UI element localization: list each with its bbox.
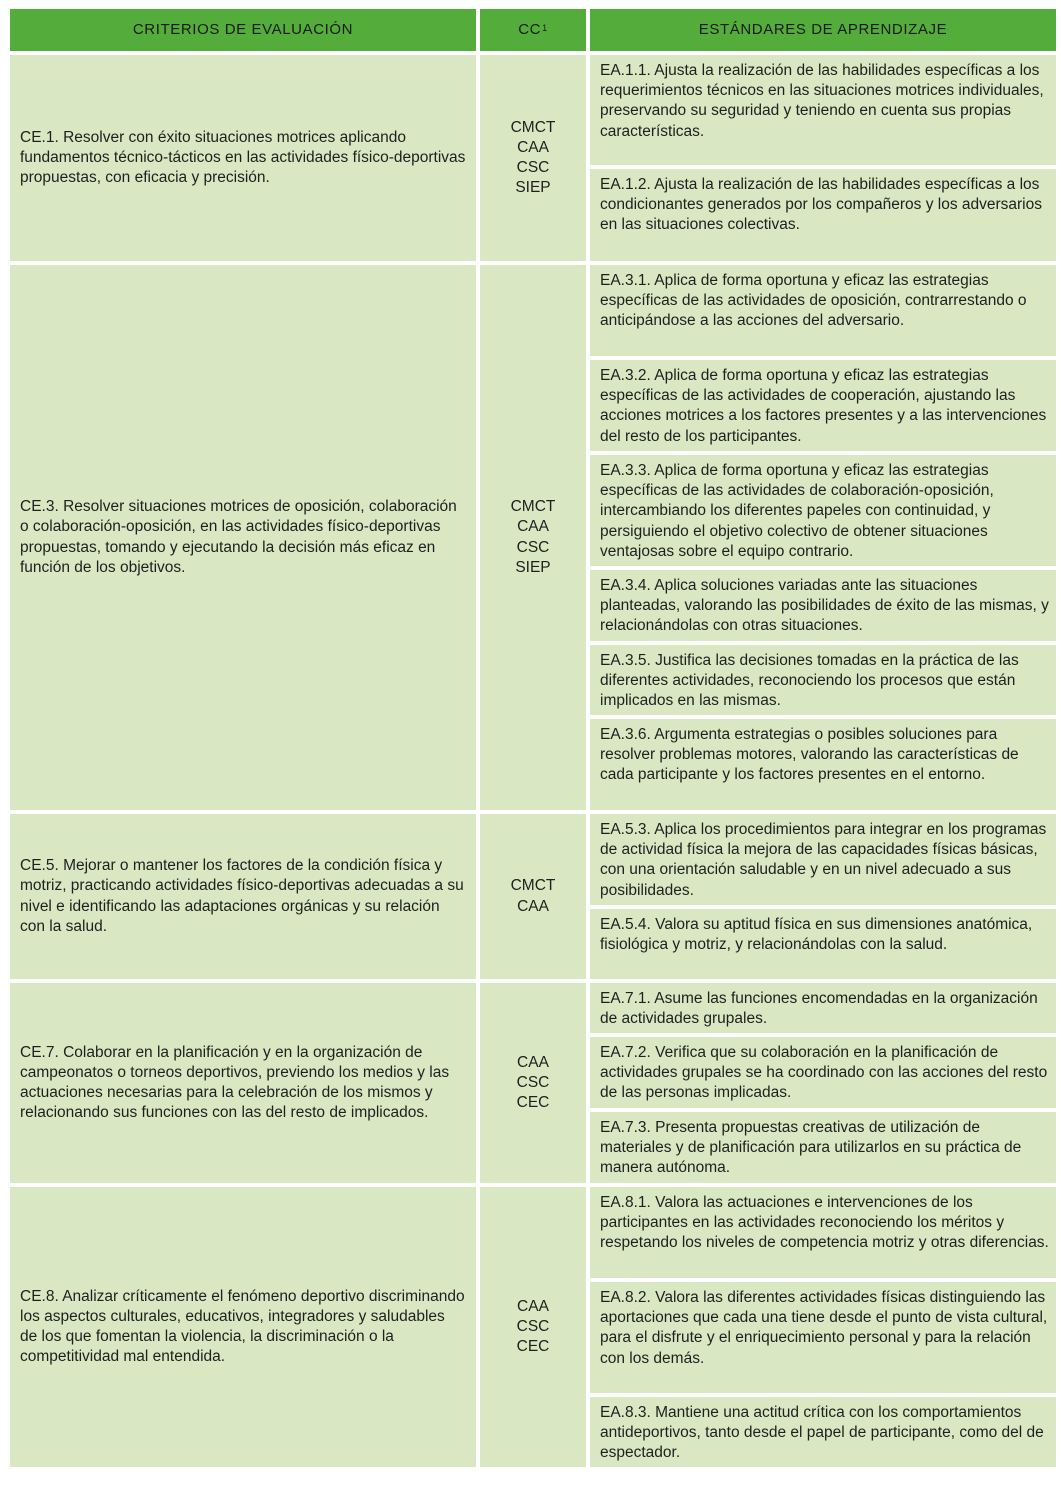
cc-text: CAA CSC CEC	[516, 1297, 550, 1356]
criterio-text: CE.8. Analizar críticamente el fenómeno deportivo discriminando los aspectos culturales, educativos, integradores y saludables de los que fomentan la violencia, la discriminación o la competitividad mal entendida.	[20, 1287, 465, 1366]
estandar-ea-5-4	[590, 909, 1056, 979]
header-cc: CC $^1$	[480, 9, 586, 51]
estandar-ea-3-3	[590, 455, 1056, 566]
estandar-text: EA.8.1. Valora las actuaciones e intervenciones de los participantes en las actividades reconociendo los méritos y respetando los niveles de competencia motriz y otras diferencias.	[600, 1194, 1049, 1252]
estandar-ea-8-2	[590, 1282, 1056, 1393]
criterio-text: CE.3. Resolver situaciones motrices de oposición, colaboración o colaboración-oposición, en las actividades físico-deportivas propuestas, tomando y ejecutando la decisión más eficaz en función de los objetivos.	[20, 498, 457, 576]
estandar-ea-1-1	[590, 55, 1056, 165]
estandar-text: EA.7.3. Presenta propuestas creativas de utilización de materiales y de planificación para utilizarlos en su práctica de manera autónoma.	[600, 1119, 1022, 1177]
estandar-ea-5-3	[590, 814, 1056, 905]
estandar-text: EA.8.2. Valora las diferentes actividades físicas distinguiendo las aportaciones que cada una tiene desde el punto de vista cultural, para el disfrute y el enriquecimiento personal y para la relación con los demás.	[600, 1289, 1048, 1367]
estandar-text: EA.1.2. Ajusta la realización de las habilidades específicas a los condicionantes generados por los compañeros y los adversarios en las situaciones colectivas.	[600, 176, 1042, 234]
estandar-ea-3-5	[590, 645, 1056, 715]
cc-text: CMCT CAA CSC SIEP	[510, 498, 556, 576]
header-estandares	[590, 9, 1056, 51]
estandar-ea-3-6	[590, 719, 1056, 810]
criterio-ce1	[10, 55, 476, 261]
estandar-text: EA.5.3. Aplica los procedimientos para integrar en los programas de actividad física la mejora de las capacidades físicas básicas, con una orientación saludable y en un nivel adecuado a sus posibilidades.	[600, 821, 1047, 899]
header-estandares-label: ESTÁNDARES DE APRENDIZAJE	[698, 20, 948, 38]
criterio-text: CE.5. Mejorar o mantener los factores de la condición física y motriz, practicando actividades físico-deportivas adecuadas a su nivel e identificando las adaptaciones orgánicas y su relación con la salud.	[20, 857, 464, 935]
estandar-ea-3-4	[590, 570, 1056, 641]
header-cc-label: CC	[518, 20, 542, 38]
cc-ce8	[480, 1187, 586, 1467]
estandar-text: EA.5.4. Valora su aptitud física en sus dimensiones anatómica, fisiológica y motriz, y relacionándolas con la salud.	[600, 916, 1033, 954]
estandar-text: EA.3.2. Aplica de forma oportuna y eficaz las estrategias específicas de las actividades de cooperación, ajustando las acciones motrices a los factores presentes y a las intervenciones del resto de los participantes.	[600, 367, 1047, 445]
cc-ce3	[480, 265, 586, 810]
criterio-ce5	[10, 814, 476, 979]
cc-ce1	[480, 55, 586, 261]
cc-text: CMCT CAA	[510, 877, 556, 915]
estandar-text: EA.3.4. Aplica soluciones variadas ante las situaciones planteadas, valorando las posibilidades de éxito de las mismas, y relacionándolas con otras situaciones.	[600, 577, 1049, 635]
estandar-ea-7-2	[590, 1037, 1056, 1108]
estandar-ea-3-2	[590, 360, 1056, 451]
estandar-ea-7-3	[590, 1112, 1056, 1183]
criterio-ce3	[10, 265, 476, 810]
estandar-text: EA.3.5. Justifica las decisiones tomadas en la práctica de las diferentes actividades, reconociendo los procesos que están implicados en las mismas.	[600, 652, 1019, 710]
cc-text: CAA CSC CEC	[516, 1053, 550, 1112]
estandar-ea-8-1	[590, 1187, 1056, 1278]
estandar-ea-1-2	[590, 169, 1056, 261]
estandar-text: EA.3.6. Argumenta estrategias o posibles soluciones para resolver problemas motores, valorando las características de cada participante y los factores presentes en el entorno.	[600, 726, 1019, 784]
estandar-text: EA.3.3. Aplica de forma oportuna y eficaz las estrategias específicas de las actividades de colaboración-oposición, intercambiando los diferentes papeles con continuidad, y persiguiendo el objetivo colectivo de obtener situaciones ventajosas sobre el equipo contrario.	[600, 462, 994, 560]
estandar-text: EA.7.2. Verifica que su colaboración en la planificación de actividades grupales se ha coordinado con las acciones del resto de las personas implicadas.	[600, 1044, 1048, 1102]
criterio-text: CE.7. Colaborar en la planificación y en la organización de campeonatos o torneos deportivos, previendo los medios y las actuaciones necesarias para la celebración de los mismos y relacionando sus funciones con las del resto de implicados.	[20, 1043, 450, 1122]
criterio-ce8	[10, 1187, 476, 1467]
estandar-text: EA.1.1. Ajusta la realización de las habilidades específicas a los requerimientos técnicos en las situaciones motrices individuales, preservando su seguridad y teniendo en cuenta sus propias características.	[600, 62, 1044, 140]
criterio-text: CE.1. Resolver con éxito situaciones motrices aplicando fundamentos técnico-tácticos en las actividades físico-deportivas propuestas, con eficacia y precisión.	[20, 128, 466, 187]
estandar-text: EA.3.1. Aplica de forma oportuna y eficaz las estrategias específicas de las actividades de oposición, contrarrestando o anticipándose a las acciones del adversario.	[600, 272, 1027, 330]
header-criterios-label: CRITERIOS DE EVALUACIÓN	[132, 20, 354, 38]
estandar-text: EA.8.3. Mantiene una actitud crítica con los comportamientos antideportivos, tanto desde el papel de participante, como del de espectador.	[600, 1404, 1044, 1462]
criterio-ce7	[10, 983, 476, 1183]
header-criterios	[10, 9, 476, 51]
estandar-text: EA.7.1. Asume las funciones encomendadas en la organización de actividades grupales.	[600, 990, 1038, 1028]
estandar-ea-7-1	[590, 983, 1056, 1033]
cc-ce5	[480, 814, 586, 979]
cc-text: CMCT CAA CSC SIEP	[510, 118, 556, 197]
estandar-ea-8-3	[590, 1397, 1056, 1467]
cc-ce7	[480, 983, 586, 1183]
estandar-ea-3-1	[590, 265, 1056, 356]
